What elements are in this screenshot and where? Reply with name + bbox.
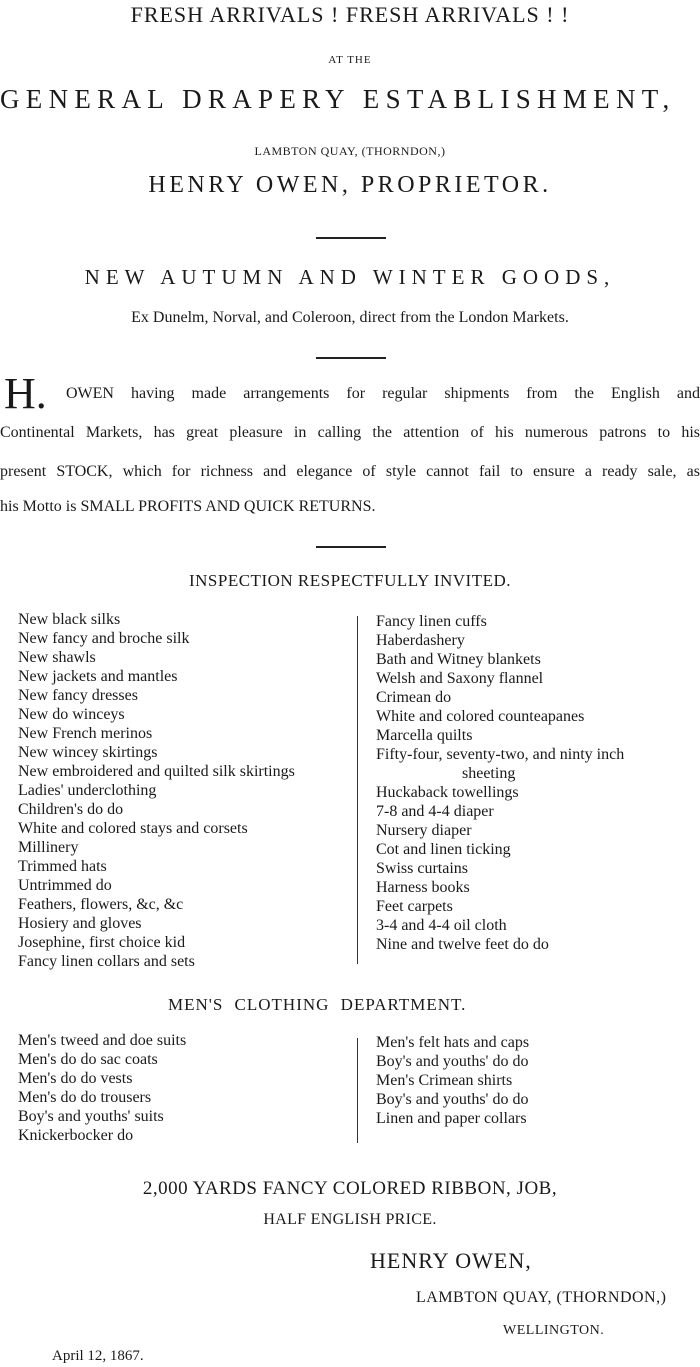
goods-title: NEW AUTUMN AND WINTER GOODS, [84,265,616,289]
list-item: Crimean do [376,689,452,706]
intro-line: Continental Markets, has great pleasure in calling the attention of his numerous patrons to his [0,424,700,441]
divider-rule [316,237,386,239]
list-item: Untrimmed do [18,877,112,894]
list-item: Men's do do vests [18,1070,133,1087]
mens-right-list [376,1033,529,1128]
intro-line: his Motto is SMALL PROFITS AND QUICK RETURNS. [0,498,376,515]
intro-line: present STOCK, which for richness and elegance of style cannot fail to ensure a ready sale, as [0,463,700,480]
proprietor-line: HENRY OWEN, PROPRIETOR. [148,172,552,198]
drop-cap: H. [4,369,47,418]
list-item: Fifty-four, seventy-two, and ninty inch [376,746,625,763]
list-item: Harness books [376,879,470,896]
header-address: LAMBTON QUAY, (THORNDON,) [254,144,446,158]
list-item: Fancy linen collars and sets [18,953,195,970]
list-item: New black silks [18,611,121,628]
list-item: Men's Crimean shirts [376,1072,513,1089]
at-the-label: AT THE [328,54,372,66]
list-item: New shawls [18,649,96,666]
list-item: White and colored counteapanes [376,708,585,725]
mens-left-list [18,1031,186,1145]
list-item: New do winceys [18,706,125,723]
mens-heading: MEN'S CLOTHING DEPARTMENT. [168,995,467,1014]
date-line: April 12, 1867. [52,1348,144,1364]
list-item: Welsh and Saxony flannel [376,670,544,687]
list-item: 7-8 and 4-4 diaper [376,803,494,820]
list-item: New fancy dresses [18,687,138,704]
intro-line: OWEN having made arrangements for regular shipments from the English and [66,385,700,402]
divider-rule [316,357,386,359]
list-item: Boy's and youths' do do [376,1091,529,1108]
list-item: Linen and paper collars [376,1110,527,1127]
list-item: Fancy linen cuffs [376,613,487,630]
inspection-left-list [18,610,295,971]
column-divider [357,616,358,964]
list-item: Josephine, first choice kid [18,934,186,951]
list-item: New French merinos [18,725,153,742]
list-item: Bath and Witney blankets [376,651,541,668]
list-item: Marcella quilts [376,727,473,744]
list-item: Huckaback towellings [376,784,519,801]
list-item: Men's do do trousers [18,1089,152,1106]
list-item: sheeting [462,765,516,782]
list-item: Knickerbocker do [18,1127,134,1144]
list-item: Millinery [18,839,79,856]
list-item: New embroidered and quilted silk skirtings [18,763,295,780]
list-item: New jackets and mantles [18,668,178,685]
list-item: New wincey skirtings [18,744,158,761]
signature-city: WELLINGTON. [503,1323,605,1338]
list-item: Nine and twelve feet do do [376,936,549,953]
list-item: Men's tweed and doe suits [18,1032,187,1049]
ribbon-offer: 2,000 YARDS FANCY COLORED RIBBON, JOB, [142,1178,558,1199]
headline: FRESH ARRIVALS ! FRESH ARRIVALS ! ! [130,2,570,27]
list-item: Haberdashery [376,632,465,649]
divider-rule [316,546,386,548]
signature-address: LAMBTON QUAY, (THORNDON,) [416,1289,667,1306]
list-item: Men's do do sac coats [18,1051,158,1068]
list-item: Nursery diaper [376,822,472,839]
list-item: Cot and linen ticking [376,841,511,858]
list-item: Feet carpets [376,898,453,915]
goods-subtitle: Ex Dunelm, Norval, and Coleroon, direct from the London Markets. [131,309,569,326]
column-divider [357,1038,358,1143]
list-item: Boy's and youths' suits [18,1108,164,1125]
list-item: Boy's and youths' do do [376,1053,529,1070]
list-item: Hosiery and gloves [18,915,142,932]
list-item: New fancy and broche silk [18,630,190,647]
list-item: Children's do do [18,801,124,818]
list-item: Ladies' underclothing [18,782,157,799]
list-item: White and colored stays and corsets [18,820,248,837]
establishment-title: GENERAL DRAPERY ESTABLISHMENT, [0,84,676,114]
list-item: Swiss curtains [376,860,468,877]
list-item: Trimmed hats [18,858,107,875]
list-item: Men's felt hats and caps [376,1034,530,1051]
list-item: 3-4 and 4-4 oil cloth [376,917,507,934]
list-item: Feathers, flowers, &c, &c [18,896,184,913]
inspection-heading: INSPECTION RESPECTFULLY INVITED. [188,571,512,590]
ribbon-price: HALF ENGLISH PRICE. [263,1211,437,1228]
signature-name: HENRY OWEN, [370,1248,532,1273]
inspection-right-list [376,612,624,954]
